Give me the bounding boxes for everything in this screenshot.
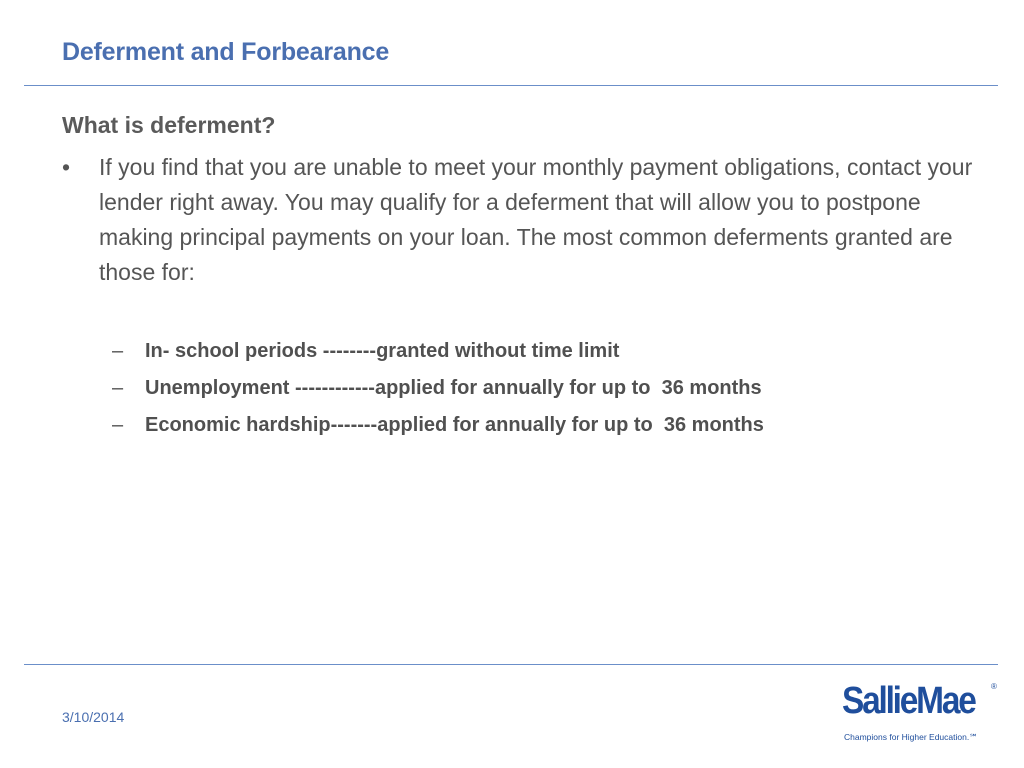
footer-date: 3/10/2014 [62,709,125,725]
title-divider [24,85,998,86]
list-item-text: Economic hardship-------applied for annually for up to 36 months [145,414,764,436]
registered-mark: ® [991,682,997,691]
list-item [112,407,992,444]
list-item [112,333,992,370]
deferment-types-list [112,333,992,444]
dash-marker: – [112,340,124,362]
logo-tagline: Champions for Higher Education.℠ [844,732,978,742]
logo-wordmark: SallieMae [842,680,975,722]
list-item [112,370,992,407]
bullet-text: If you find that you are unable to meet your monthly payment obligations, contact your lender right away. You may qualify for a deferment that will allow you to postpone making principal payments on your loan. The most common deferments granted are those for: [99,154,973,285]
bullet-marker: • [62,154,71,180]
dash-marker: – [112,414,124,436]
main-bullet [62,150,982,290]
list-item-text: Unemployment ------------applied for annually for up to 36 months [145,377,762,399]
list-item-text: In- school periods --------granted without time limit [145,340,620,362]
subheading: What is deferment? [62,112,276,138]
footer-divider [24,664,998,665]
slide-title: Deferment and Forbearance [62,38,390,66]
dash-marker: – [112,377,124,399]
sallie-mae-logo [838,680,1004,746]
